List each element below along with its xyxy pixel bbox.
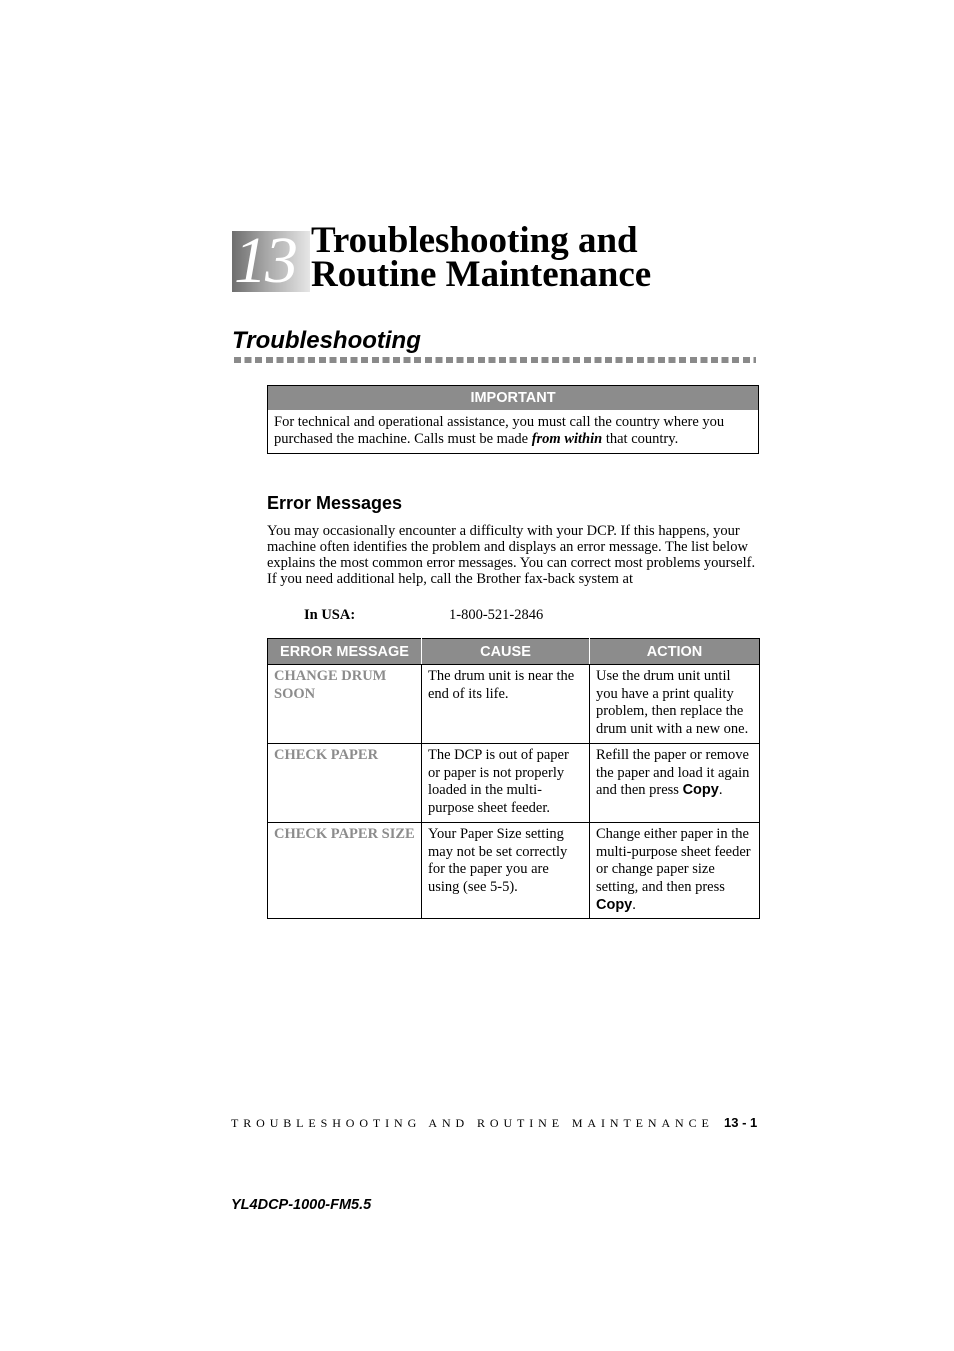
important-text-end: that country. bbox=[602, 431, 679, 447]
table-header-row bbox=[268, 639, 760, 665]
important-heading: IMPORTANT bbox=[268, 386, 758, 410]
error-message-cell: CHANGE DRUM SOON bbox=[268, 665, 422, 744]
table-row bbox=[268, 665, 760, 744]
important-emphasis: from within bbox=[531, 431, 603, 447]
error-messages-intro: You may occasionally encounter a difficulty with your DCP. If this happens, your machine often identifies the problem and displays an error message. The list below explains the most common error messages. You can correct most problems yourself. If you need additional help, call the Brother fax-back system at bbox=[267, 523, 756, 587]
error-message-table bbox=[267, 638, 760, 919]
error-message-cell: CHECK PAPER bbox=[268, 743, 422, 822]
action-key: Copy bbox=[596, 896, 633, 913]
header-action: ACTION bbox=[590, 639, 760, 665]
section-divider bbox=[234, 357, 756, 363]
chapter-number-badge bbox=[232, 231, 310, 292]
table-row bbox=[268, 743, 760, 822]
cause-cell: The DCP is out of paper or paper is not properly loaded in the multi-purpose sheet feeder. bbox=[422, 743, 590, 822]
action-cell bbox=[590, 743, 760, 822]
action-cell bbox=[590, 665, 760, 744]
error-messages-title: Error Messages bbox=[267, 493, 403, 513]
page-number: 13 - 1 bbox=[724, 1115, 758, 1130]
table-row bbox=[268, 822, 760, 919]
action-text: Refill the paper or remove the paper and load it again and then press bbox=[596, 746, 750, 799]
header-error-message: ERROR MESSAGE bbox=[268, 639, 422, 665]
chapter-title-line1: Troubleshooting and bbox=[311, 220, 638, 261]
action-end: . bbox=[718, 782, 723, 799]
action-text: Change either paper in the multi-purpose sheet feeder or change paper size setting, and then press bbox=[596, 825, 751, 895]
action-end: . bbox=[632, 896, 636, 913]
action-key: Copy bbox=[682, 782, 719, 799]
running-footer-title: TROUBLESHOOTING AND ROUTINE MAINTENANCE bbox=[231, 1116, 714, 1130]
error-message-cell: CHECK PAPER SIZE bbox=[268, 822, 422, 919]
important-text bbox=[268, 410, 758, 448]
section-title: Troubleshooting bbox=[232, 327, 421, 354]
important-notice bbox=[267, 385, 759, 454]
cause-cell: Your Paper Size setting may not be set correctly for the paper you are using (see 5-5). bbox=[422, 822, 590, 919]
usa-phone-number: 1-800-521-2846 bbox=[449, 607, 544, 623]
chapter-number: 13 bbox=[234, 231, 296, 292]
action-text: Use the drum unit until you have a print quality problem, then replace the drum unit with a new one. bbox=[596, 668, 749, 738]
usa-label: In USA: bbox=[304, 607, 356, 623]
document-code: YL4DCP-1000-FM5.5 bbox=[231, 1197, 372, 1213]
chapter-title bbox=[311, 220, 652, 295]
chapter-title-line2: Routine Maintenance bbox=[311, 254, 652, 295]
header-cause: CAUSE bbox=[422, 639, 590, 665]
action-cell bbox=[590, 822, 760, 919]
cause-cell: The drum unit is near the end of its life. bbox=[422, 665, 590, 744]
important-text-start: For technical and operational assistance, you must call the country where you purchased the machine. Calls must be made bbox=[274, 414, 725, 447]
